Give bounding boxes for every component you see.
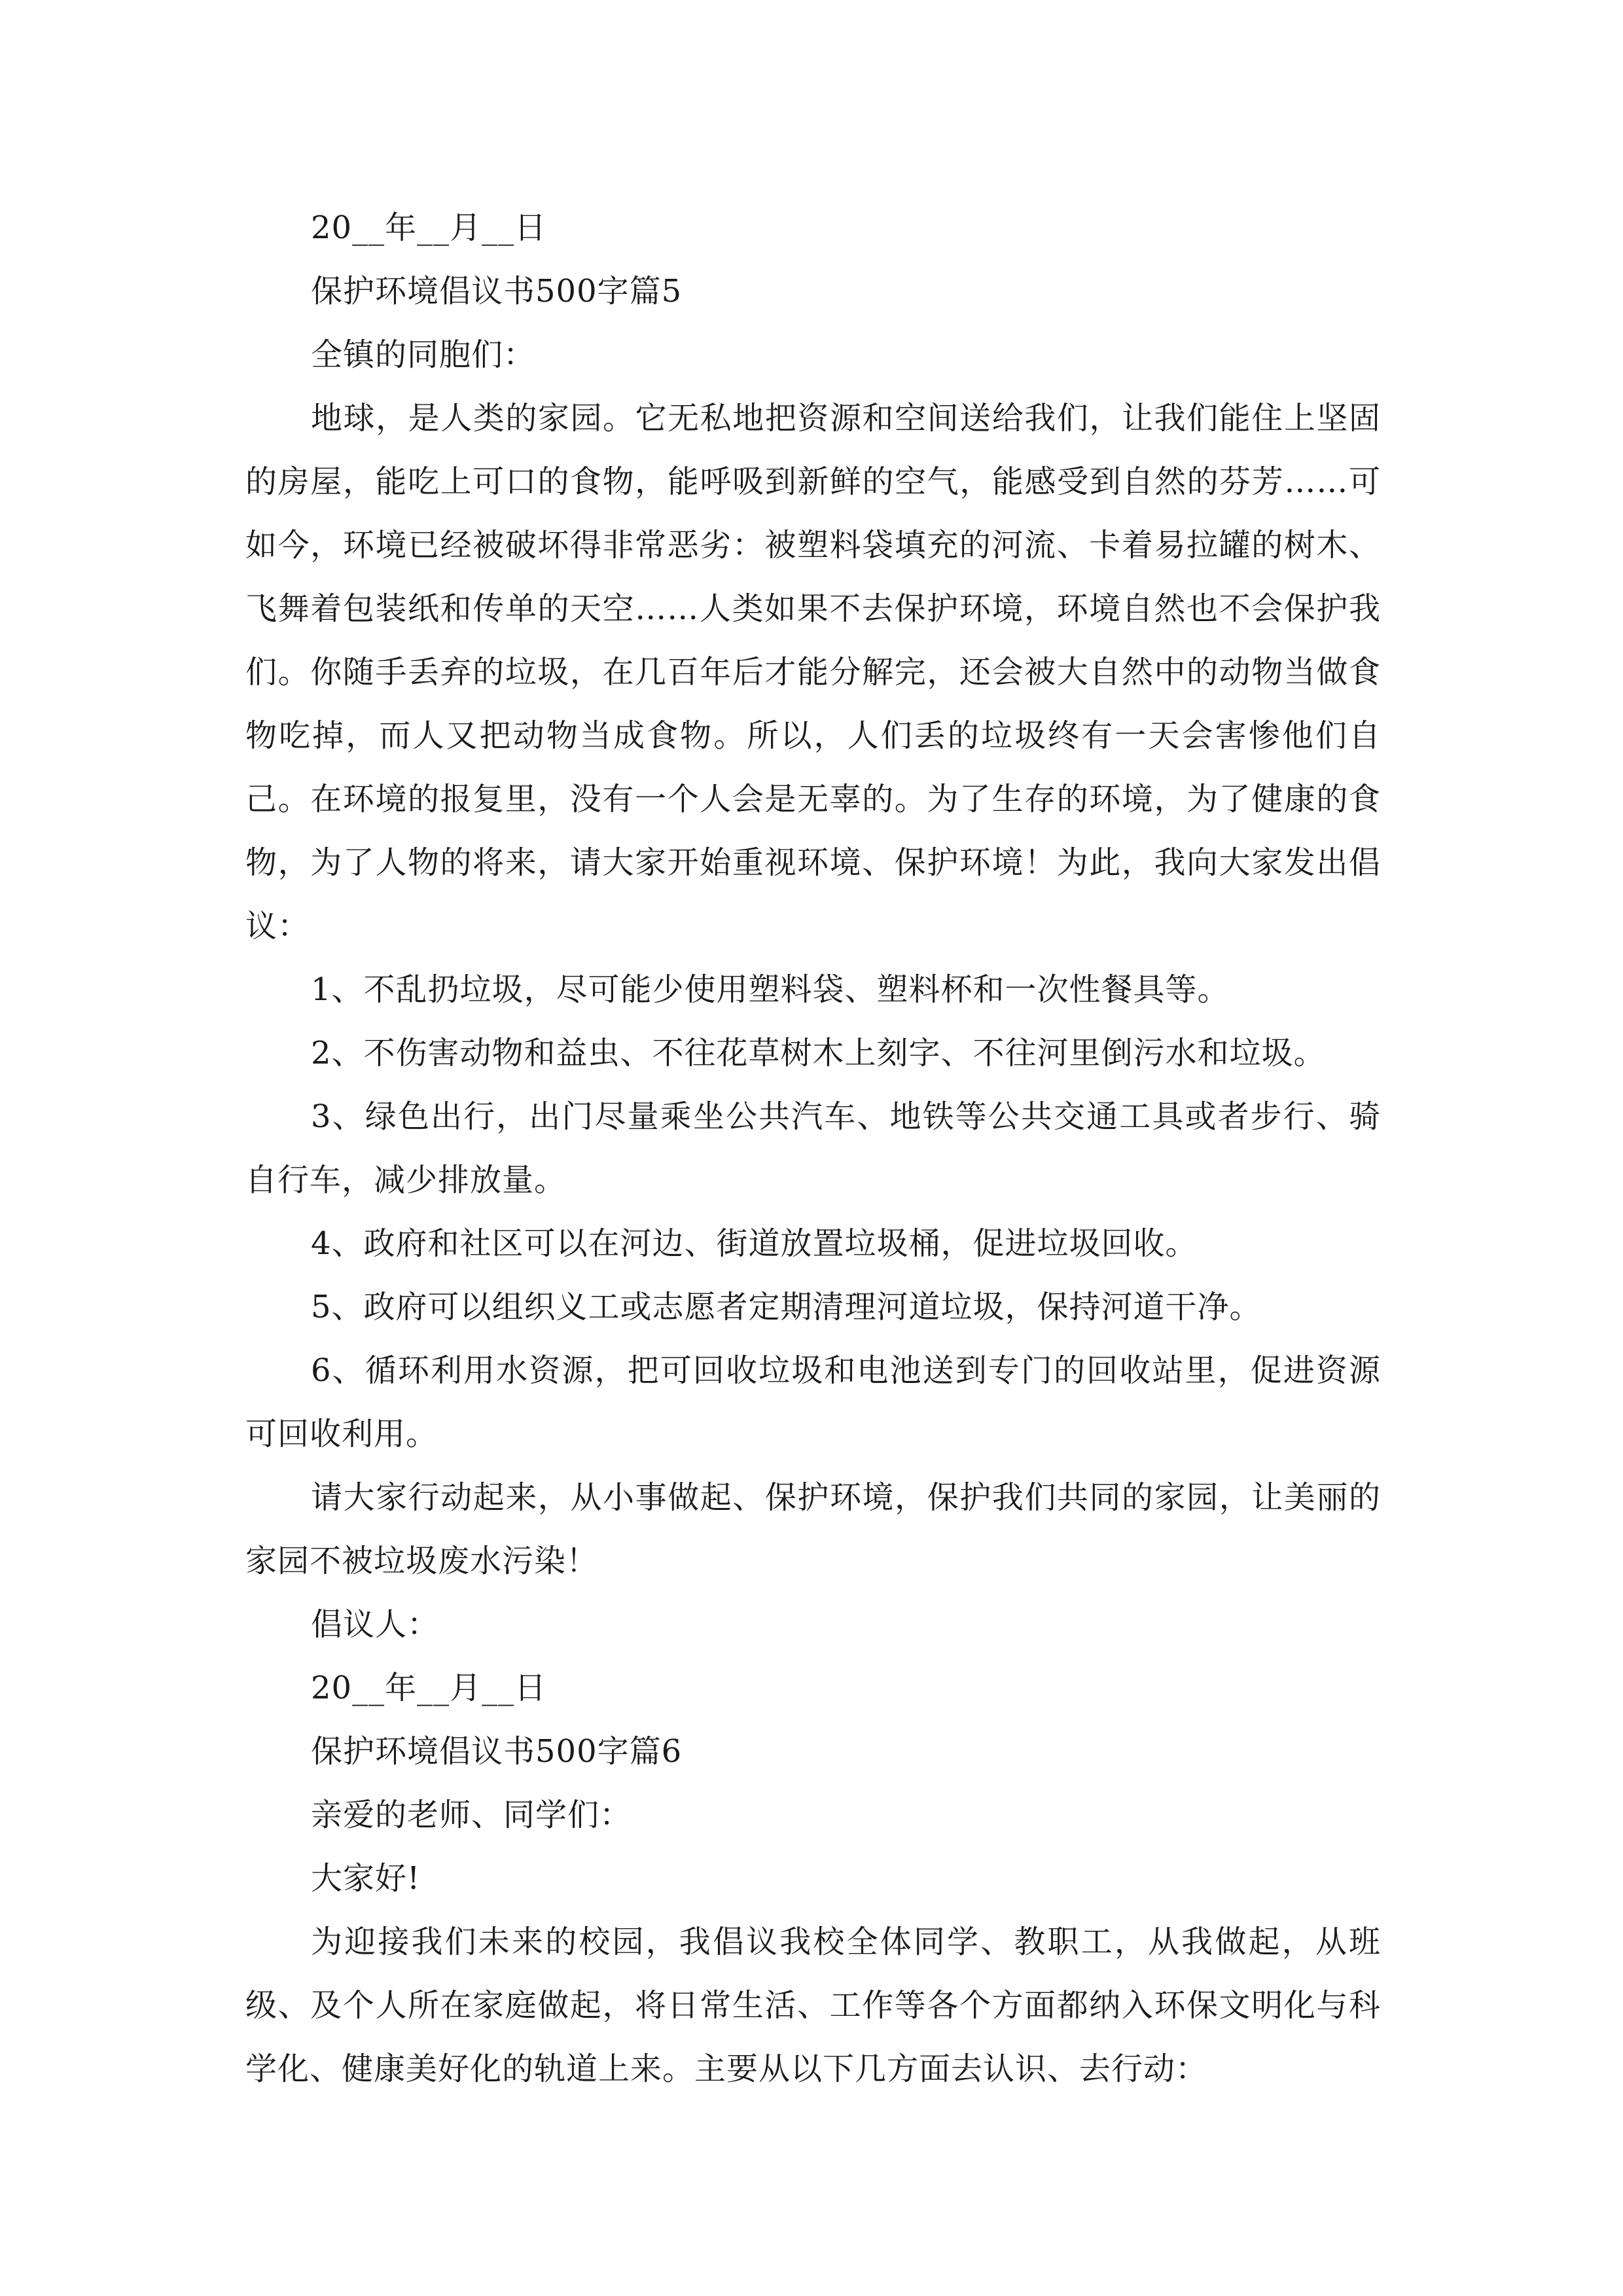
document-body xyxy=(245,196,1381,2101)
proposal-item: 2、不伤害动物和益虫、不往花草树木上刻字、不往河里倒污水和垃圾。 xyxy=(311,1035,1326,1071)
greeting: 大家好! xyxy=(311,1860,421,1897)
proposal-item: 1、不乱扔垃圾，尽可能少使用塑料袋、塑料杯和一次性餐具等。 xyxy=(311,971,1230,1008)
proposal-item: 5、政府可以组织义工或志愿者定期清理河道垃圾，保持河道干净。 xyxy=(311,1289,1262,1325)
proposal-item: 4、政府和社区可以在河边、街道放置垃圾桶，促进垃圾回收。 xyxy=(311,1225,1198,1262)
body-paragraph: 为迎接我们未来的校园，我倡议我校全体同学、教职工，从我做起，从班级、及个人所在家庭做起，将日常生活、工作等各个方面都纳入环保文明化与科学化、健康美好化的轨道上来。主要从以下几方面去认识、去行动： xyxy=(245,1924,1381,2087)
closing-paragraph: 请大家行动起来，从小事做起、保护环境，保护我们共同的家园，让美丽的家园不被垃圾废水污染！ xyxy=(245,1479,1381,1579)
date-line: 20__年__月__日 xyxy=(311,209,547,246)
signature-label: 倡议人： xyxy=(311,1606,440,1643)
section-heading: 保护环境倡议书500字篇6 xyxy=(311,1733,683,1770)
salutation: 亲爱的老师、同学们： xyxy=(311,1797,632,1833)
date-line: 20__年__月__日 xyxy=(311,1670,547,1706)
section-heading: 保护环境倡议书500字篇5 xyxy=(311,273,683,310)
body-paragraph: 地球，是人类的家园。它无私地把资源和空间送给我们，让我们能住上坚固的房屋，能吃上可口的食物，能呼吸到新鲜的空气，能感受到自然的芬芳……可如今，环境已经被破坏得非常恶劣：被塑料袋填充的河流、卡着易拉罐的树木、飞舞着包装纸和传单的天空……人类如果不去保护环境，环境自然也不会保护我们。你随手丢弃的垃圾，在几百年后才能分解完，还会被大自然中的动物当做食物吃掉，而人又把动物当成食物。所以，人们丢的垃圾终有一天会害惨他们自己。在环境的报复里，没有一个人会是无辜的。为了生存的环境，为了健康的食物，为了人物的将来，请大家开始重视环境、保护环境！为此，我向大家发出倡议： xyxy=(245,400,1381,944)
proposal-item: 3、绿色出行，出门尽量乘坐公共汽车、地铁等公共交通工具或者步行、骑自行车，减少排放量。 xyxy=(245,1098,1381,1198)
proposal-item: 6、循环利用水资源，把可回收垃圾和电池送到专门的回收站里，促进资源可回收利用。 xyxy=(245,1352,1381,1452)
salutation: 全镇的同胞们： xyxy=(311,336,536,373)
